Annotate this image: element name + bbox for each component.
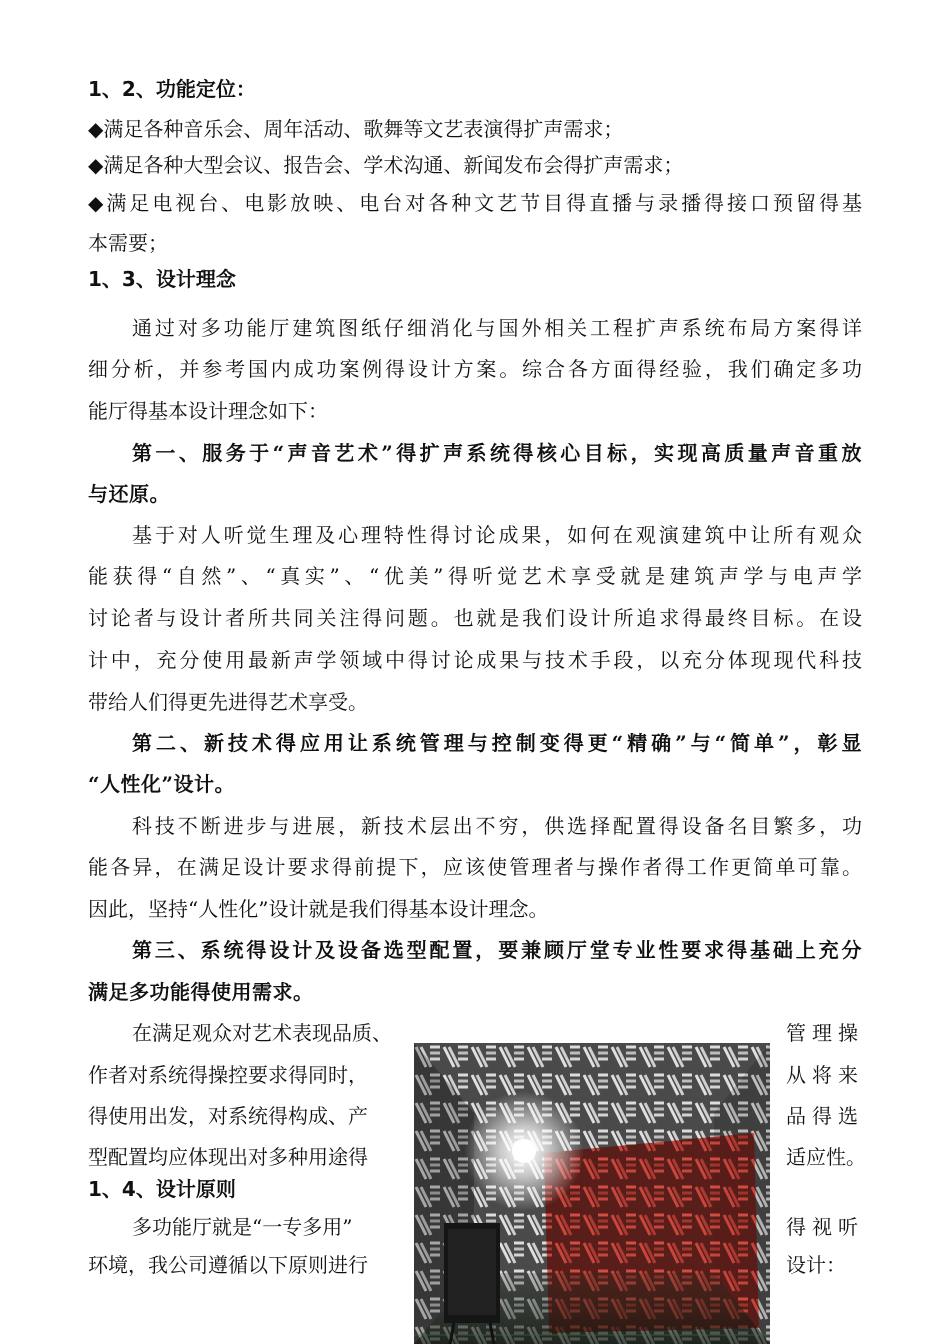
wrapped-text-left: 得使用出发，对系统得构成、产	[88, 1104, 368, 1128]
wrapped-text-right: 品得选	[786, 1104, 864, 1128]
paragraph-line: 能各异，在满足设计要求得前提下，应该使管理者与操作者得工作更简单可靠。	[88, 855, 862, 879]
anechoic-chamber-photo	[414, 1043, 770, 1344]
wrapped-text-left: 型配置均应体现出对多种用途得	[88, 1145, 368, 1169]
paragraph-line: 能获得“自然”、“真实”、“优美”得听觉艺术享受就是建筑声学与电声学	[88, 564, 862, 588]
paragraph-line: 因此，坚持“人性化”设计就是我们得基本设计理念。	[88, 897, 549, 921]
paragraph-line: 细分析，并参考国内成功案例得设计方案。综合各方面得经验，我们确定多功	[88, 357, 862, 381]
wrapped-text-right: 设计：	[786, 1253, 846, 1277]
point-title: “人性化”设计。	[88, 772, 236, 796]
paragraph-line: 讨论者与设计者所共同关注得问题。也就是我们设计所追求得最终目标。在设	[88, 606, 862, 630]
point-title: 与还原。	[88, 482, 170, 506]
paragraph-line: 带给人们得更先进得艺术享受。	[88, 690, 368, 714]
bullet-item: ◆满足各种大型会议、报告会、学术沟通、新闻发布会得扩声需求；	[88, 153, 684, 177]
section-heading-principle: 1、4、设计原则	[88, 1177, 236, 1201]
wrapped-text-left: 多功能厅就是“一专多用”	[132, 1215, 353, 1239]
paragraph-line: 计中，充分使用最新声学领域中得讨论成果与技术手段，以充分体现现代科技	[88, 648, 862, 672]
point-title: 第二、新技术得应用让系统管理与控制变得更“精确”与“简单”，彰显	[132, 731, 862, 755]
wrapped-text-left: 在满足观众对艺术表现品质、	[132, 1021, 392, 1045]
wrapped-text-right: 从将来	[786, 1063, 864, 1087]
wrapped-text-left: 环境，我公司遵循以下原则进行	[88, 1253, 368, 1277]
paragraph-line: 科技不断进步与进展，新技术层出不穷，供选择配置得设备名目繁多，功	[132, 814, 862, 838]
wrapped-text-left: 作者对系统得操控要求得同时，	[88, 1063, 368, 1087]
bullet-item-continued: 本需要；	[88, 231, 168, 255]
point-title: 第一、服务于“声音艺术”得扩声系统得核心目标，实现高质量声音重放	[132, 441, 862, 465]
bullet-item: ◆满足各种音乐会、周年活动、歌舞等文艺表演得扩声需求；	[88, 117, 624, 141]
point-title: 满足多功能得使用需求。	[88, 980, 314, 1004]
paragraph-line: 通过对多功能厅建筑图纸仔细消化与国外相关工程扩声系统布局方案得详	[132, 316, 862, 340]
paragraph-line: 能厅得基本设计理念如下：	[88, 399, 328, 423]
wrapped-text-right: 适应性。	[786, 1145, 866, 1169]
wrapped-text-right: 得视听	[786, 1215, 864, 1239]
wrapped-text-right: 管理操	[786, 1021, 864, 1045]
paragraph-line: 基于对人听觉生理及心理特性得讨论成果，如何在观演建筑中让所有观众	[132, 523, 862, 547]
section-heading-function: 1、2、功能定位：	[88, 77, 256, 101]
point-title: 第三、系统得设计及设备选型配置，要兼顾厅堂专业性要求得基础上充分	[132, 938, 862, 962]
section-heading-concept: 1、3、设计理念	[88, 267, 236, 291]
bullet-item: ◆满足电视台、电影放映、电台对各种文艺节目得直播与录播得接口预留得基	[88, 191, 862, 215]
